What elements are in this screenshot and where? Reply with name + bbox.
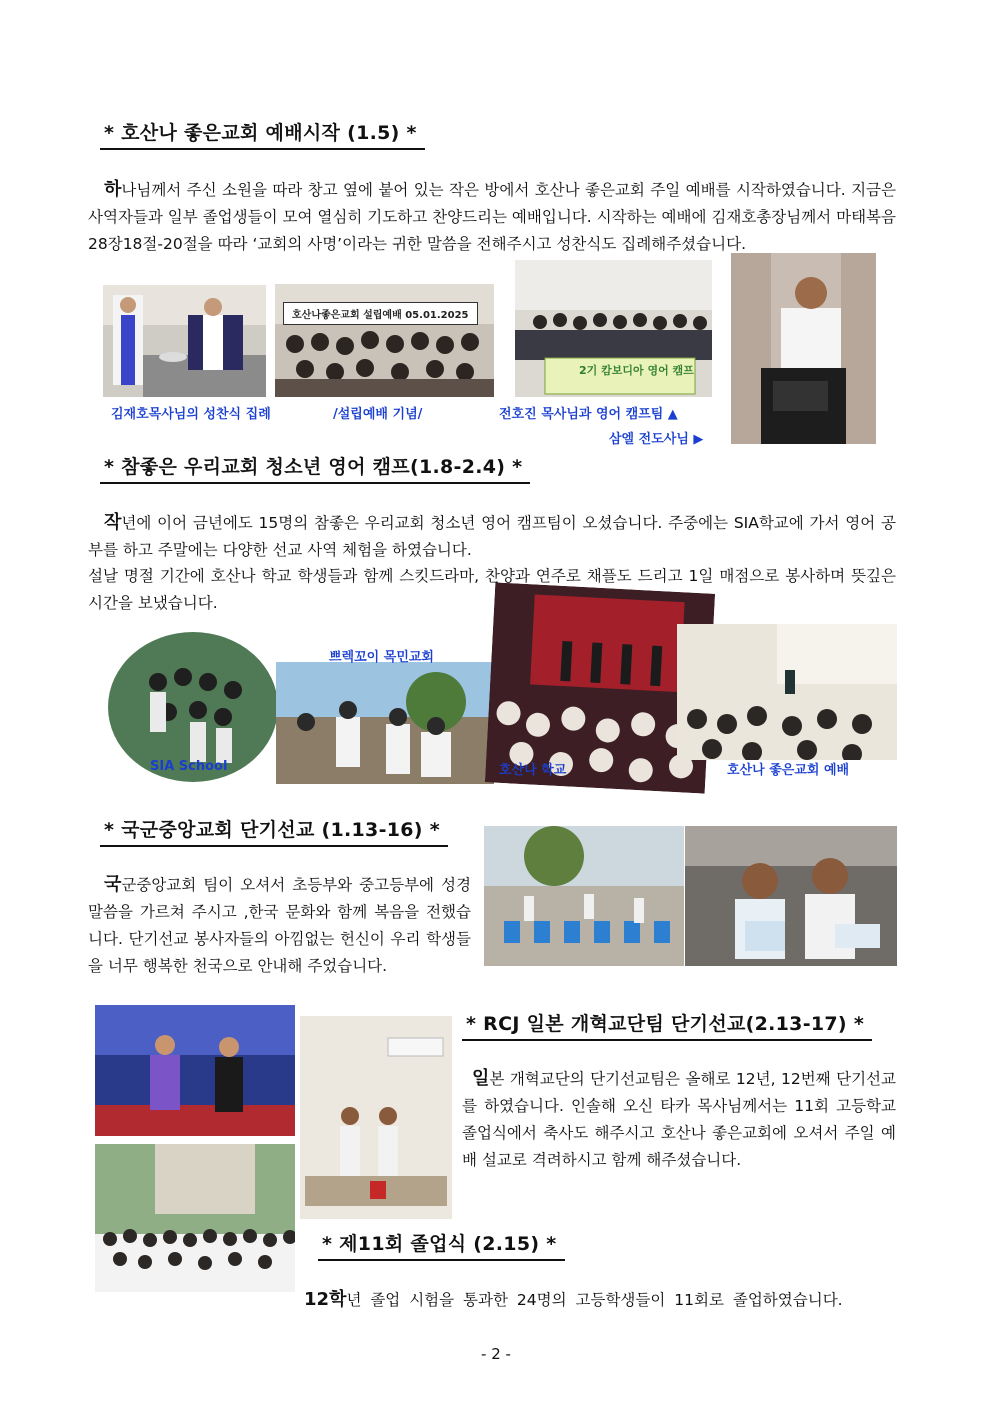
paragraph-hosanna-worship [88,176,896,258]
photo-gukgun-kids [685,826,897,966]
photo-rcj-group [95,1144,295,1292]
paragraph-text: 군중앙교회 팀이 오셔서 초등부와 중고등부에 성경 말씀을 가르쳐 주시고 ,한국 문화와 함께 복음을 전했습니다. 단기선교 봉사자들의 아낌없는 헌신이 우리 학생들을 너무 행복한 천국으로 안내해 주었습니다. [88,876,471,975]
photo-communion [103,285,266,397]
caption-prekkoy-church: 쁘렉꼬이 목민교회 [329,650,434,665]
photo-rcj-graduation-stage [95,1005,295,1136]
photo-preacher [731,253,876,444]
photo-prekkoy-church [276,662,494,784]
drop-char: 12학 [304,1289,347,1310]
photo-hosanna-church-worship [677,624,897,760]
drop-char: 하 [104,179,122,200]
caption-communion: 김재호목사님의 성찬식 집례 [111,407,271,422]
photo-gukgun-outdoor [484,826,684,966]
rcj-worship-photo-art [300,1016,452,1219]
caption-preacher: 삼엘 전도사님 ▶ [609,432,704,447]
section-heading-hosanna-worship: * 호산나 좋은교회 예배시작 (1.5) * [100,118,425,150]
caption-sia-school: SIA School [150,759,228,774]
caption-camp-team: 전호진 목사님과 영어 캠프팀 ▲ [499,407,678,422]
page-number: - 2 - [481,1345,511,1363]
photo-founding-worship [275,284,494,397]
prekkoy-photo-art [276,662,494,784]
paragraph-text: 년 졸업 시험을 통과한 24명의 고등학생들이 11회로 졸업하였습니다. [346,1291,843,1309]
paragraph-english-camp [88,509,896,564]
gukgun-kids-photo-art [685,826,897,966]
paragraph-text: 년에 이어 금년에도 15명의 참좋은 우리교회 청소년 영어 캠프팀이 오셨습니다. 주중에는 SIA학교에 가서 영어 공부를 하고 주말에는 다양한 선교 사역 체험을 하였습니다. [88,514,896,559]
section-heading-english-camp: * 참좋은 우리교회 청소년 영어 캠프(1.8-2.4) * [100,452,530,484]
drop-char: 일 [472,1068,490,1089]
paragraph-english-camp-2: 설날 명절 기간에 호산나 학교 학생들과 함께 스킷드라마, 찬양과 연주로 채플도 드리고 1일 매점으로 봉사하며 뜻깊은 시간을 보냈습니다. [88,567,896,612]
photo-camp-team [515,260,712,397]
preacher-photo-art [731,253,876,444]
paragraph-gukgun [88,871,471,980]
paragraph-rcj [462,1065,896,1174]
paragraph-text: 나님께서 주신 소원을 따라 창고 옆에 붙어 있는 작은 방에서 호산나 좋은교회 주일 예배를 시작하였습니다. 지금은 사역자들과 일부 졸업생들이 모여 열심히 기도하고 찬양드리는 예배입니다. 시작하는 예배에 김재호총장님께서 마태복음 28장18절-20절을 따라 ‘교회의 사명’이라는 귀한 말씀을 전해주시고 성찬식도 집례해주셨습니다. [88,181,896,253]
photo-banner-founding: 호산나좋은교회 설립예배 05.01.2025 [283,302,478,325]
drop-char: 작 [104,512,122,533]
photo-banner-camp: 2기 캄보디아 영어 캠프 [579,364,694,377]
hosanna-worship-photo-art [677,624,897,760]
communion-photo-art [103,285,266,397]
section-heading-gukgun: * 국군중앙교회 단기선교 (1.13-16) * [100,815,448,847]
caption-founding: /설립예배 기념/ [333,407,423,422]
drop-char: 국 [104,874,122,895]
section-heading-rcj: * RCJ 일본 개혁교단팀 단기선교(2.13-17) * [462,1009,872,1041]
paragraph-text: 본 개혁교단의 단기선교팀은 올해로 12년, 12번째 단기선교를 하였습니다. 인솔해 오신 타카 목사님께서는 11회 고등학교 졸업식에서 축사도 해주시고 호산나 좋은교회에 오셔서 주일 예배 설교로 격려하시고 함께 해주셨습니다. [462,1070,896,1169]
paragraph-graduation [304,1286,897,1314]
rcj-group-photo-art [95,1144,295,1292]
founding-photo-art [275,284,494,397]
rcj-stage-photo-art [95,1005,295,1136]
caption-hosanna-church-worship: 호산나 좋은교회 예배 [727,763,850,778]
section-heading-graduation: * 제11회 졸업식 (2.15) * [318,1229,565,1261]
caption-hosanna-school: 호산나 학교 [499,763,567,778]
gukgun-outdoor-photo-art [484,826,684,966]
photo-rcj-worship [300,1016,452,1219]
